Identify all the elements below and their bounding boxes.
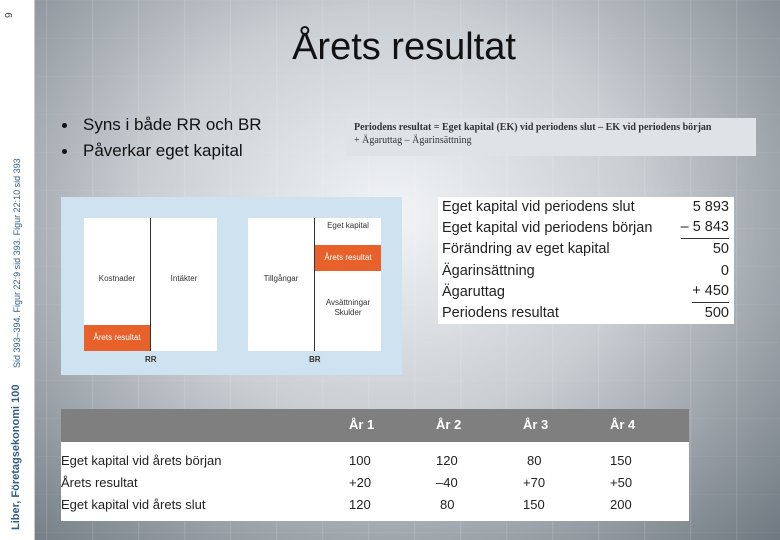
table-row: Förändring av eget kapital 50 — [442, 241, 729, 258]
formula-box — [346, 118, 756, 156]
yearly-equity-table — [61, 409, 689, 521]
equity-change-table — [438, 197, 734, 324]
bullet-icon — [62, 123, 67, 128]
table-row: Ägarinsättning 0 — [442, 262, 729, 279]
bullet-item: Syns i både RR och BR — [62, 112, 262, 138]
rr-revenue-label: Intäkter — [170, 274, 198, 283]
column-header: År 1 — [349, 417, 375, 432]
br-divider — [314, 218, 315, 351]
column-header: År 2 — [436, 417, 462, 432]
table-row: Årets resultat +20 –40 +70 +50 — [61, 475, 633, 490]
column-header: År 4 — [610, 417, 636, 432]
formula-line-1: Periodens resultat = Eget kapital (EK) vid periodens slut – EK vid periodens början — [354, 122, 712, 133]
bullet-icon — [62, 149, 67, 154]
rr-label: RR — [145, 355, 157, 364]
rr-box — [84, 218, 217, 351]
page-reference: Sid 393–394. Figur 22:9 sid 393. Figur 22:10 sid 393 — [12, 158, 22, 368]
table-row: Eget kapital vid periodens början – 5 843 — [438, 218, 734, 239]
rr-costs-label: Kostnader — [98, 274, 136, 283]
rr-result-block: Årets resultat — [84, 325, 150, 351]
table-header — [61, 409, 689, 442]
formula-line-2: + Ägaruttag – Ägarinsättning — [354, 135, 472, 146]
slide-title: Årets resultat — [292, 26, 516, 68]
book-title: Liber, Företagsekonomi 100 — [10, 384, 22, 530]
br-result-block: Årets resultat — [315, 245, 381, 271]
br-assets-label: Tillgångar — [263, 274, 299, 283]
table-row: Periodens resultat 500 — [442, 304, 729, 321]
rr-br-diagram — [61, 197, 402, 375]
slide-number: 9 — [4, 12, 15, 18]
table-row: Eget kapital vid periodens slut 5 893 — [442, 199, 729, 215]
table-row: Ägaruttag + 450 — [438, 282, 734, 303]
rr-divider — [150, 218, 151, 351]
br-liabilities-label: Avsättningar Skulder — [325, 298, 371, 317]
br-box — [248, 218, 381, 351]
bullet-list — [62, 112, 262, 164]
column-header: År 3 — [523, 417, 549, 432]
table-row: Eget kapital vid årets början 100 120 80 150 — [61, 453, 632, 468]
br-label: BR — [309, 355, 321, 364]
table-row: Eget kapital vid årets slut 120 80 150 200 — [61, 497, 632, 512]
sidebar — [0, 0, 35, 540]
br-equity-label: Eget kapital — [327, 221, 369, 230]
bullet-item: Påverkar eget kapital — [62, 138, 262, 164]
